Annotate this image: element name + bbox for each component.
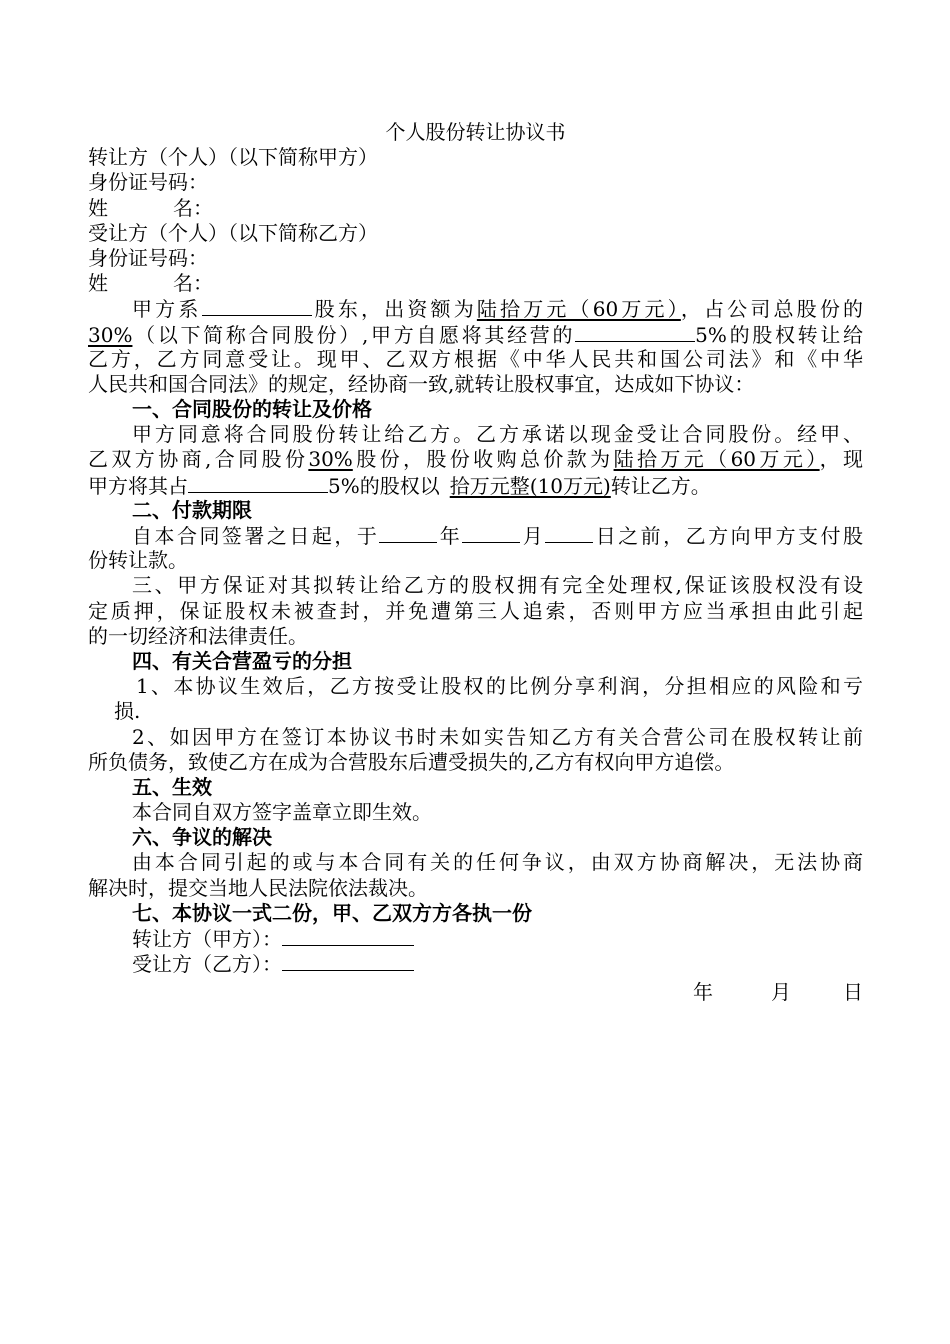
transferor-label: 转让方（个人）（以下简称甲方）	[88, 145, 378, 170]
party-b-signature: 受让方（乙方）：	[88, 951, 863, 976]
share-percent: 30%	[88, 322, 133, 347]
section-1-heading: 一、合同股份的转让及价格	[132, 397, 372, 422]
section-2-heading: 二、付款期限	[132, 497, 252, 522]
section-4-item-1-line-2: 损.	[114, 699, 141, 724]
section-3-line-1: 三、甲方保证对其拟转让给乙方的股权拥有完全处理权,保证该股权没有设	[132, 573, 863, 598]
section-2-line-1: 自本合同签署之日起，于 年 月 日之前，乙方向甲方支付股	[132, 524, 864, 548]
name-char-2: 名：	[173, 271, 213, 296]
share-percent: 30%	[308, 447, 353, 472]
section-2-line-2: 份转让款。	[88, 548, 188, 573]
year-blank	[379, 523, 437, 543]
section-3-line-3: 的一切经济和法律责任。	[88, 623, 308, 648]
month-blank	[462, 523, 520, 543]
section-4-item-1-line-1: 1、本协议生效后，乙方按受让股权的比例分享利润，分担相应的风险和亏	[136, 674, 863, 699]
transferee-name-label	[88, 271, 863, 296]
section-5-line-1: 本合同自双方签字盖章立即生效。	[132, 800, 432, 825]
day-blank	[545, 523, 593, 543]
sign-date	[88, 980, 863, 1005]
section-5-heading: 五、生效	[132, 774, 212, 799]
date-day: 日	[843, 980, 863, 1005]
transferor-id-label: 身份证号码：	[88, 170, 208, 195]
name-char-1: 姓	[88, 271, 108, 296]
price-amount: 陆拾万元（60万元）	[613, 447, 820, 472]
section-1-line-1: 甲方同意将合同股份转让给乙方。乙方承诺以现金受让合同股份。经甲、	[132, 422, 863, 447]
section-6-line-2: 解决时，提交当地人民法院依法裁决。	[88, 875, 428, 900]
section-6-heading: 六、争议的解决	[132, 825, 272, 850]
party-a-signature-blank	[282, 926, 414, 946]
party-b-signature-blank	[282, 951, 414, 971]
capital-amount: 陆拾万元（60万元）	[476, 297, 681, 322]
intro-line-3: 乙方，乙方同意受让。现甲、乙双方根据《中华人民共和国公司法》和《中华	[88, 346, 863, 371]
section-1-line-3: 甲方将其占 5%的股权以 拾万元整(10万元)转让乙方。	[88, 473, 711, 498]
section-1-line-2: 乙双方协商,合同股份30%股份，股份收购总价款为陆拾万元（60万元），现	[88, 447, 864, 472]
section-3-line-2: 定质押，保证股权未被查封，并免遭第三人追索，否则甲方应当承担由此引起	[88, 598, 863, 623]
name-char-1: 姓	[88, 195, 108, 220]
intro-line-1: 甲方系 股东，出资额为陆拾万元（60万元），占公司总股份的	[132, 297, 864, 322]
section-4-item-2-line-1: 2、如因甲方在签订本协议书时未如实告知乙方有关合营公司在股权转让前	[132, 724, 863, 749]
company-blank	[575, 322, 695, 342]
document-title: 个人股份转让协议书	[385, 120, 566, 144]
date-year: 年	[693, 980, 713, 1005]
section-4-item-2-line-2: 所负债务，致使乙方在成为合营股东后遭受损失的,乙方有权向甲方追偿。	[88, 749, 735, 774]
contract-document	[88, 120, 863, 1006]
party-a-signature: 转让方（甲方）：	[88, 926, 863, 951]
transfer-amount: 拾万元整(10万元)	[449, 473, 611, 498]
name-char-2: 名：	[173, 195, 213, 220]
company-blank	[188, 473, 328, 493]
transferee-id-label: 身份证号码：	[88, 245, 208, 270]
section-4-heading: 四、有关合营盈亏的分担	[132, 648, 352, 673]
intro-line-4: 人民共和国合同法》的规定，经协商一致,就转让股权事宜，达成如下协议：	[88, 371, 755, 396]
section-6-line-1: 由本合同引起的或与本合同有关的任何争议，由双方协商解决，无法协商	[132, 850, 863, 875]
date-month: 月	[771, 980, 791, 1005]
transferor-name-label	[88, 196, 863, 221]
intro-line-2: 30%（以下简称合同股份）,甲方自愿将其经营的 5%的股权转让给	[88, 322, 864, 347]
section-7-heading: 七、本协议一式二份，甲、乙双方方各执一份	[132, 900, 532, 925]
shareholder-blank	[202, 296, 312, 316]
transferee-label: 受让方（个人）（以下简称乙方）	[88, 220, 378, 245]
